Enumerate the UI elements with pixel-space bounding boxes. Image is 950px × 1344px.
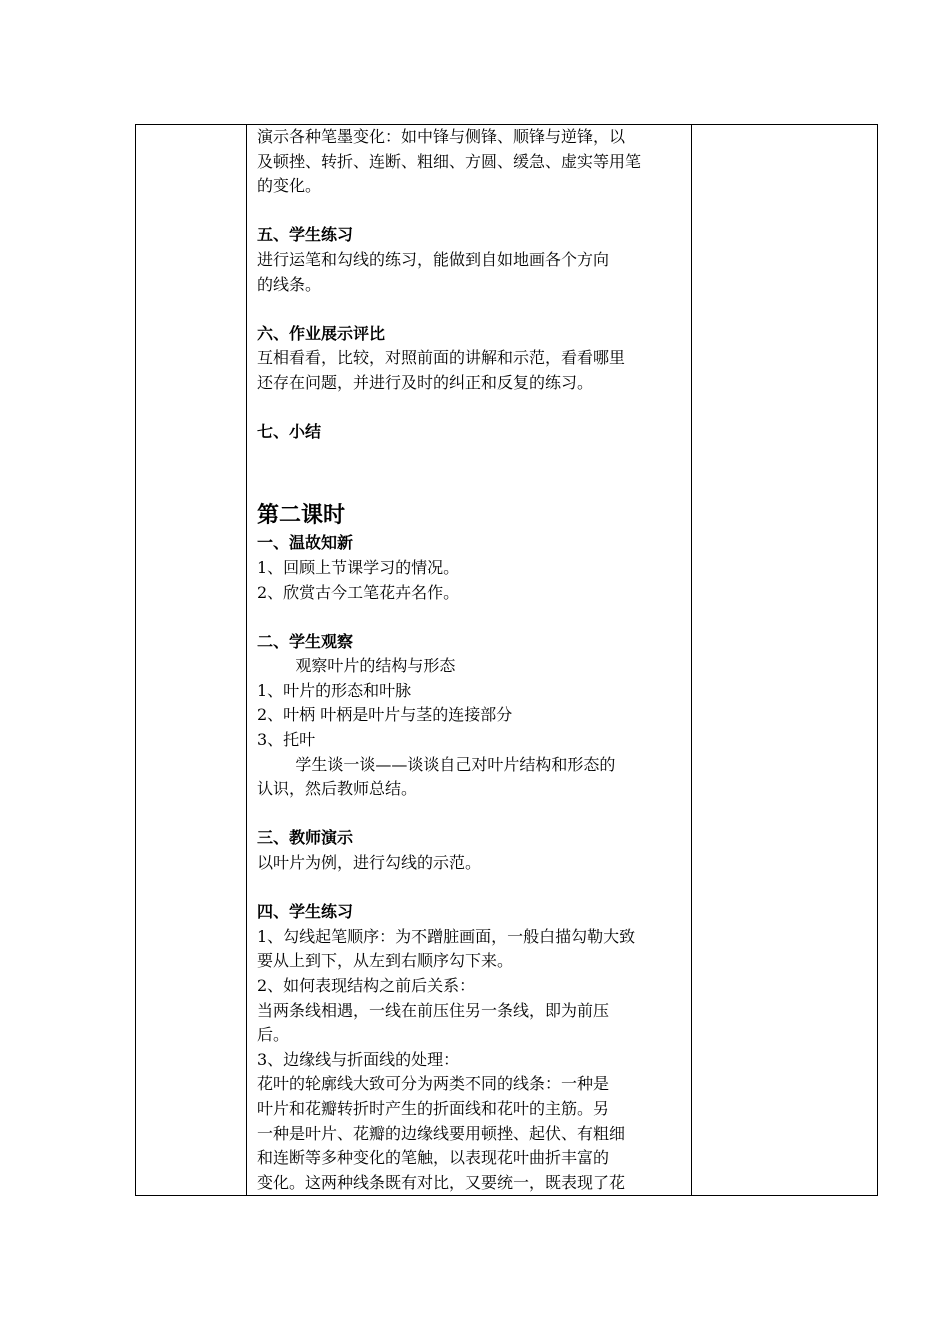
paragraph-line: 及顿挫、转折、连断、粗细、方圆、缓急、虚实等用笔 [257, 151, 642, 171]
paragraph-line: 以叶片为例，进行勾线的示范。 [257, 853, 482, 873]
section-heading: 一、温故知新 [257, 533, 354, 553]
paragraph-line: 一种是叶片、花瓣的边缘线要用顿挫、起伏、有粗细 [257, 1123, 626, 1143]
paragraph-line: 1、回顾上节课学习的情况。 [257, 557, 460, 577]
section-heading: 三、教师演示 [257, 828, 354, 848]
blank-line [257, 297, 685, 322]
paragraph-line: 认识，然后教师总结。 [257, 779, 418, 799]
section-heading: 五、学生练习 [257, 225, 354, 245]
blank-line [257, 199, 685, 224]
content-column-cell [247, 125, 692, 1196]
blank-line [257, 802, 685, 827]
paragraph-line: 观察叶片的结构与形态 [295, 656, 456, 676]
lesson-content [247, 125, 691, 1195]
section-heading: 六、作业展示评比 [257, 323, 386, 343]
paragraph-line: 花叶的轮廓线大致可分为两类不同的线条：一种是 [257, 1074, 610, 1094]
paragraph-line: 1、勾线起笔顺序：为不蹭脏画面，一般白描勾勒大致 [257, 926, 636, 946]
lesson-plan-table [135, 124, 878, 1196]
section-heading: 七、小结 [257, 422, 322, 442]
blank-line [257, 396, 685, 421]
paragraph-line: 学生谈一谈——谈谈自己对叶片结构和形态的 [295, 754, 616, 774]
paragraph-line: 进行运笔和勾线的练习，能做到自如地画各个方向 [257, 249, 610, 269]
blank-line [257, 876, 685, 901]
section-heading: 四、学生练习 [257, 902, 354, 922]
paragraph-line: 的线条。 [257, 274, 322, 294]
paragraph-line: 和连断等多种变化的笔触，以表现花叶曲折丰富的 [257, 1148, 610, 1168]
paragraph-line: 当两条线相遇，一线在前压住另一条线，即为前压 [257, 1000, 610, 1020]
lesson-title: 第二课时 [257, 503, 346, 529]
paragraph-line: 演示各种笔墨变化：如中锋与侧锋、顺锋与逆锋，以 [257, 127, 626, 146]
paragraph-line: 的变化。 [257, 176, 322, 196]
left-column-cell [136, 125, 247, 1196]
paragraph-line: 1、叶片的形态和叶脉 [257, 680, 412, 700]
blank-line [257, 469, 685, 501]
paragraph-line: 2、欣赏古今工笔花卉名作。 [257, 582, 460, 602]
paragraph-line: 叶片和花瓣转折时产生的折面线和花叶的主筋。另 [257, 1098, 610, 1118]
paragraph-line: 要从上到下，从左到右顺序勾下来。 [257, 951, 514, 971]
paragraph-line: 3、托叶 [257, 730, 316, 750]
paragraph-line: 还存在问题，并进行及时的纠正和反复的练习。 [257, 372, 594, 392]
paragraph-line: 3、边缘线与折面线的处理： [257, 1049, 460, 1069]
paragraph-line: 2、叶柄 叶柄是叶片与茎的连接部分 [257, 705, 513, 725]
paragraph-line: 变化。这两种线条既有对比，又要统一，既表现了花 [257, 1172, 626, 1192]
section-heading: 二、学生观察 [257, 631, 354, 651]
blank-line [257, 445, 685, 470]
blank-line [257, 605, 685, 630]
paragraph-line: 2、如何表现结构之前后关系： [257, 976, 476, 995]
table-row [136, 125, 878, 1196]
paragraph-line: 后。 [257, 1025, 290, 1045]
right-column-cell [692, 125, 878, 1196]
paragraph-line: 互相看看，比较，对照前面的讲解和示范，看看哪里 [257, 348, 626, 368]
